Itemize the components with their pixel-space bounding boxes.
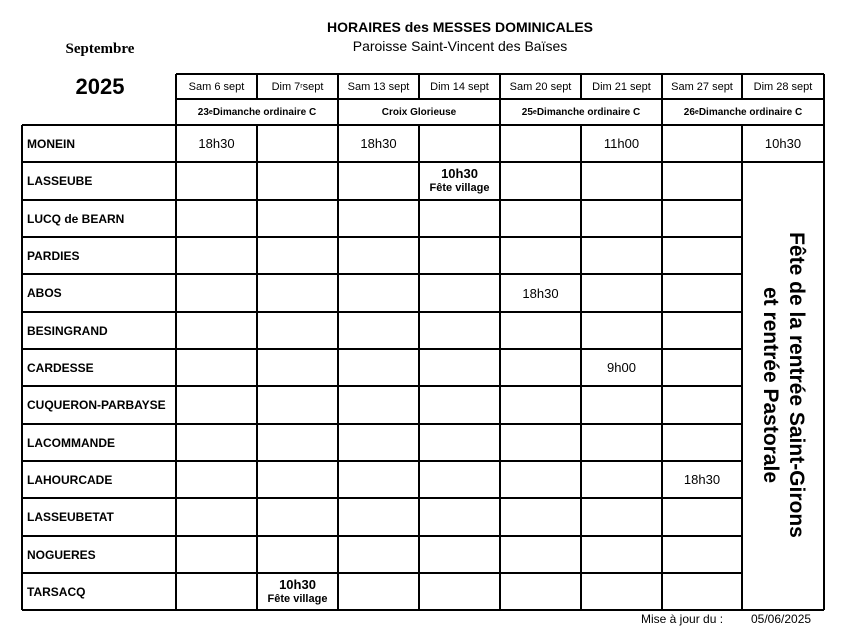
- header-text-post: Dimanche ordinaire C: [536, 106, 641, 118]
- mass-time-cell: [257, 573, 338, 610]
- header-text-pre: Sam 27 sept: [671, 80, 733, 93]
- vertical-note: [742, 162, 824, 609]
- town-name: LASSEUBE: [27, 174, 93, 188]
- header-text-sup: r: [300, 83, 303, 90]
- mass-time-cell: [500, 312, 581, 349]
- town-name: BESINGRAND: [27, 323, 108, 338]
- header-text-pre: Dim 21 sept: [592, 80, 651, 93]
- mass-time-cell: [257, 461, 338, 498]
- mass-time-cell: [500, 125, 581, 162]
- column-header-date: [257, 74, 338, 99]
- header-text-pre: Sam 6 sept: [188, 80, 245, 93]
- mass-time-cell: [419, 461, 500, 498]
- mass-time-cell: [176, 162, 257, 200]
- mass-time-cell: [257, 498, 338, 536]
- liturgy-header: [338, 99, 500, 125]
- mass-time-cell: 9h00: [607, 360, 636, 375]
- mass-time-cell: [176, 386, 257, 424]
- header-text-post: Dimanche ordinaire C: [698, 106, 803, 118]
- town-name: TARSACQ: [27, 584, 86, 599]
- update-label: Mise à jour du :: [641, 612, 724, 626]
- mass-time-cell: [338, 274, 419, 312]
- town-name: LASSEUBETAT: [27, 510, 114, 524]
- column-header-date: [176, 74, 257, 99]
- liturgy-header: [662, 99, 824, 125]
- mass-time-cell: [662, 386, 742, 424]
- mass-time-cell: [176, 498, 257, 536]
- mass-time-cell: [257, 386, 338, 424]
- mass-time-cell: 18h30: [198, 136, 235, 151]
- header-text-sup: e: [208, 108, 213, 116]
- town-name: CUQUERON-PARBAYSE: [27, 398, 166, 412]
- mass-time-cell: [176, 200, 257, 237]
- mass-time-cell: [581, 461, 662, 498]
- mass-time-cell: [338, 237, 419, 274]
- mass-time-cell: [419, 386, 500, 424]
- town-name: NOGUERES: [27, 547, 96, 562]
- mass-time-cell: [176, 312, 257, 349]
- mass-time-cell: [176, 424, 257, 461]
- header-text-pre: 25: [521, 106, 533, 118]
- column-header-date: [419, 74, 500, 99]
- column-header-date: [500, 74, 581, 99]
- mass-time-cell: 18h30: [522, 285, 559, 301]
- mass-time: 10h30: [279, 576, 316, 592]
- mass-time-cell: [338, 312, 419, 349]
- mass-time-cell: [581, 237, 662, 274]
- mass-time-cell: [662, 424, 742, 461]
- month-label: Septembre: [65, 41, 135, 57]
- mass-time-cell: [419, 349, 500, 386]
- mass-time-cell: [581, 424, 662, 461]
- mass-time-cell: [662, 573, 742, 610]
- mass-time-cell: [500, 461, 581, 498]
- column-header-date: [338, 74, 419, 99]
- mass-time-cell: [662, 237, 742, 274]
- mass-time-cell: [581, 386, 662, 424]
- event-note: Fête village: [429, 182, 490, 194]
- mass-time-cell: [257, 536, 338, 573]
- mass-time-cell: [257, 424, 338, 461]
- mass-time-cell: [662, 312, 742, 349]
- mass-time-cell: [257, 312, 338, 349]
- column-header-date: [662, 74, 742, 99]
- mass-time-cell: [662, 498, 742, 536]
- mass-time-cell: [338, 424, 419, 461]
- mass-time-cell: [500, 162, 581, 200]
- column-header-date: [581, 74, 662, 99]
- town-name: PARDIES: [27, 248, 80, 263]
- header-text-pre: 26: [683, 106, 695, 118]
- mass-time-cell: [338, 200, 419, 237]
- mass-time-cell: [581, 274, 662, 312]
- mass-time-cell: [500, 237, 581, 274]
- mass-time-cell: [257, 349, 338, 386]
- mass-time-cell: [662, 125, 742, 162]
- mass-time-cell: [176, 461, 257, 498]
- mass-time-cell: [419, 312, 500, 349]
- mass-time-cell: [500, 386, 581, 424]
- town-name: LUCQ de BEARN: [27, 211, 125, 226]
- mass-time-cell: [662, 536, 742, 573]
- mass-time-cell: [419, 536, 500, 573]
- mass-time-cell: [176, 573, 257, 610]
- column-header-date: [742, 74, 824, 99]
- mass-time: 10h30: [441, 166, 478, 181]
- mass-time-cell: [338, 573, 419, 610]
- mass-time-cell: [176, 237, 257, 274]
- mass-time-cell: [257, 162, 338, 200]
- mass-time-cell: [176, 349, 257, 386]
- mass-time-cell: [338, 536, 419, 573]
- town-name: ABOS: [27, 286, 62, 300]
- year-label: 2025: [75, 74, 125, 99]
- mass-time-cell: [338, 498, 419, 536]
- mass-time-cell: [419, 424, 500, 461]
- mass-time-cell: [662, 274, 742, 312]
- mass-time-cell: [662, 200, 742, 237]
- mass-time-cell: [257, 200, 338, 237]
- mass-time-cell: [419, 573, 500, 610]
- header-text-pre: Croix Glorieuse: [381, 106, 457, 118]
- mass-time-cell: [176, 536, 257, 573]
- header-text-pre: Sam 20 sept: [509, 80, 572, 93]
- header-text-pre: Sam 13 sept: [347, 80, 410, 93]
- header-text-sup: e: [532, 108, 537, 116]
- mass-time-cell: [257, 237, 338, 274]
- mass-time-cell: [500, 349, 581, 386]
- liturgy-header: [176, 99, 338, 125]
- mass-time-cell: [662, 349, 742, 386]
- mass-time-cell: [581, 312, 662, 349]
- mass-time-cell: [581, 573, 662, 610]
- header-text-pre: 23: [197, 106, 209, 118]
- vertical-note-line2: et rentrée Pastorale: [759, 286, 782, 484]
- update-date: 05/06/2025: [751, 612, 812, 626]
- mass-time-cell: [257, 125, 338, 162]
- mass-time-cell: [500, 536, 581, 573]
- mass-time-cell: [338, 349, 419, 386]
- mass-time-cell: 11h00: [603, 136, 640, 151]
- mass-time-cell: 10h30: [764, 136, 802, 151]
- page-title: HORAIRES des MESSES DOMINICALES: [326, 19, 594, 35]
- parish-subtitle: Paroisse Saint-Vincent des Baïses: [352, 38, 568, 54]
- mass-time-cell: [581, 162, 662, 200]
- liturgy-header: [500, 99, 662, 125]
- mass-time-cell: [338, 386, 419, 424]
- town-name: CARDESSE: [27, 360, 94, 375]
- mass-time-cell: [581, 498, 662, 536]
- mass-time-cell: [257, 274, 338, 312]
- mass-time-cell: 18h30: [360, 136, 397, 151]
- mass-time-cell: [662, 162, 742, 200]
- mass-time-cell: [419, 498, 500, 536]
- event-note: Fête village: [267, 592, 328, 605]
- header-text-sup: e: [694, 108, 699, 116]
- header-text-pre: Dim 28 sept: [753, 80, 813, 93]
- town-name: LAHOURCADE: [27, 472, 113, 487]
- mass-time-cell: [500, 498, 581, 536]
- mass-time-cell: [419, 274, 500, 312]
- mass-time-cell: [500, 200, 581, 237]
- town-name: LACOMMANDE: [27, 435, 115, 450]
- header-text-post: Dimanche ordinaire C: [212, 106, 317, 118]
- mass-time-cell: [419, 200, 500, 237]
- mass-time-cell: [176, 274, 257, 312]
- mass-time-cell: [338, 461, 419, 498]
- mass-time-cell: [419, 237, 500, 274]
- mass-time-cell: [581, 200, 662, 237]
- mass-time-cell: 18h30: [683, 472, 721, 487]
- mass-time-cell: [500, 573, 581, 610]
- vertical-note-line1: Fête de la rentrée Saint-Girons: [785, 232, 808, 538]
- mass-time-cell: [338, 162, 419, 200]
- header-text-pre: Dim 14 sept: [430, 80, 489, 93]
- mass-time-cell: [419, 125, 500, 162]
- mass-time-cell: [419, 162, 500, 200]
- mass-time-cell: [581, 536, 662, 573]
- header-text-post: sept: [302, 80, 324, 93]
- header-text-pre: Dim 7: [271, 80, 301, 93]
- town-name: MONEIN: [27, 136, 75, 151]
- mass-time-cell: [500, 424, 581, 461]
